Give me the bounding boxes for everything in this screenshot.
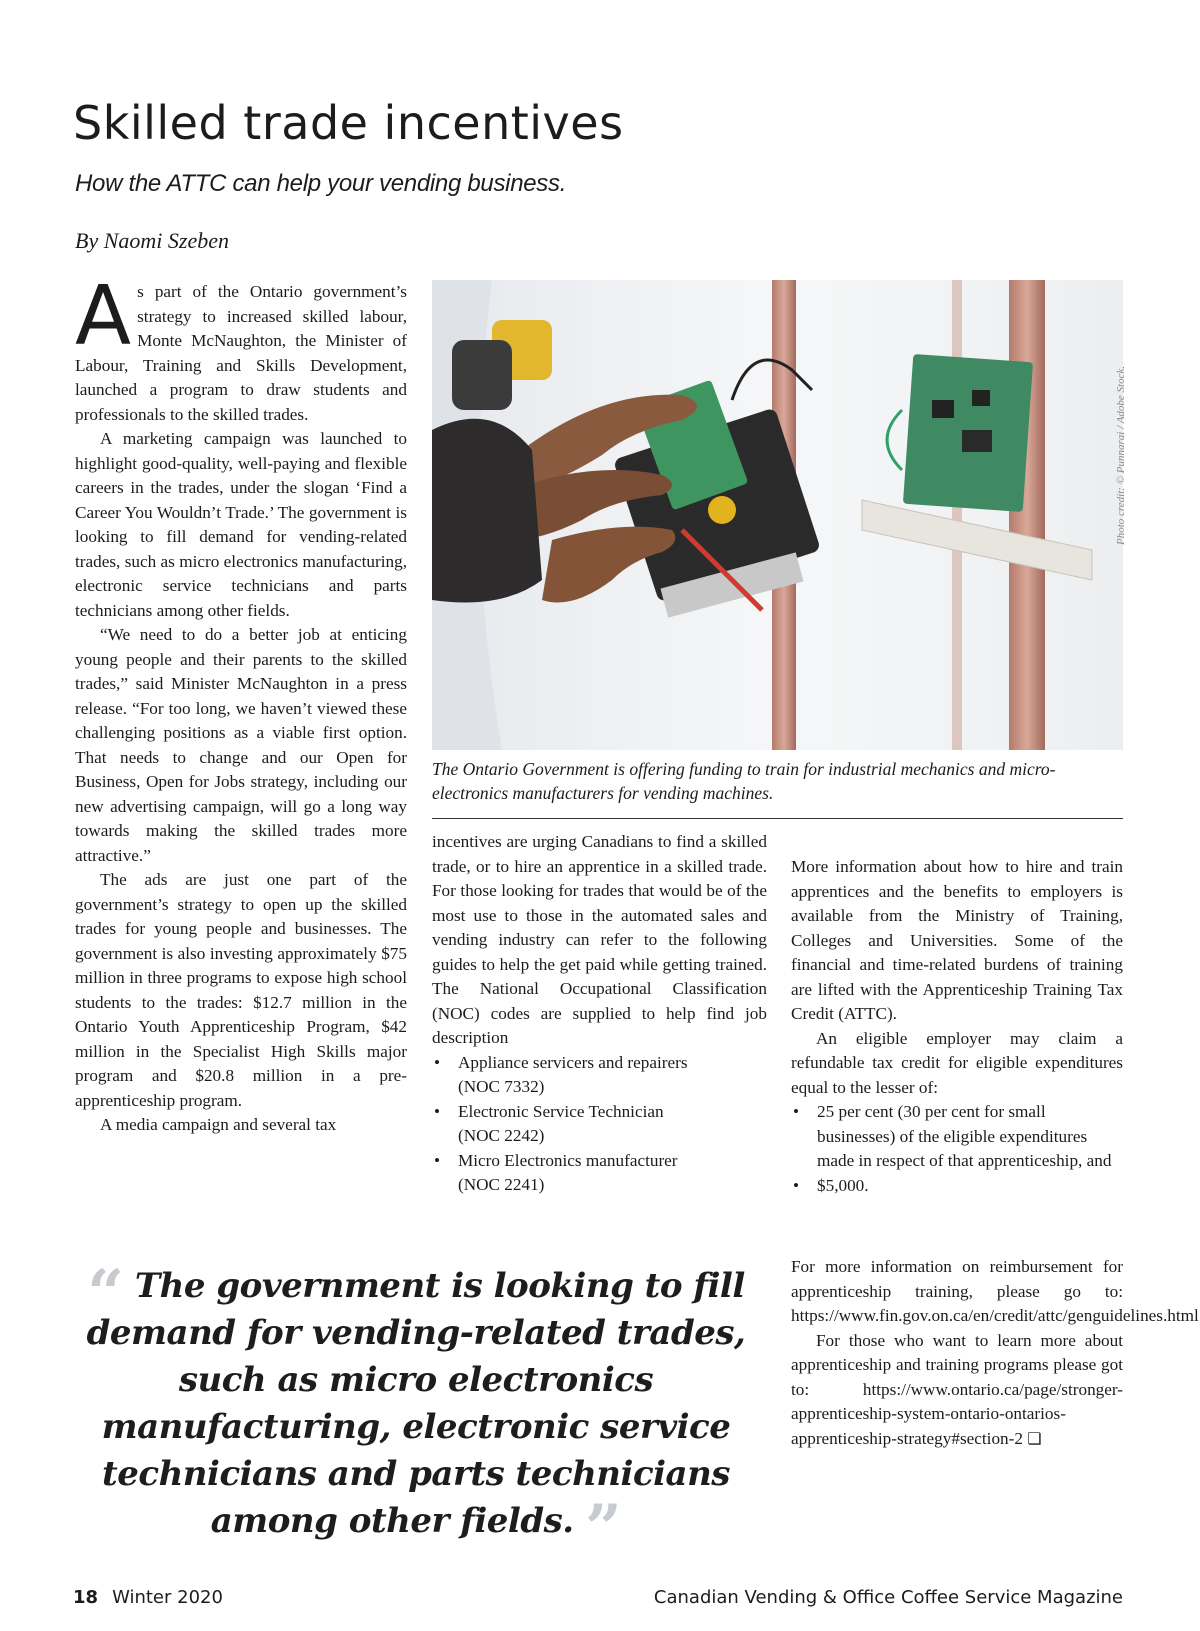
paragraph: “We need to do a better job at enticing young people and their parents to the skilled trades,” said Minister McNaughton in a press release. “For too long, we haven’t viewed these challenging positions as a viable first option. That needs to change and our Open for Business, Open for Jobs strategy, including our new advertising campaign, will go a long way towards making the skilled trades more attractive.” [75, 625, 407, 865]
footer-left [73, 1587, 223, 1608]
list-item: • $5,000. [791, 1174, 1123, 1199]
photo-caption: The Ontario Government is offering funding to train for industrial mechanics and micro-electronics manufacturers for vending machines. [432, 759, 1056, 803]
drop-cap: A [75, 269, 132, 364]
column-1 [75, 269, 407, 1138]
paragraph: As part of the Ontario government’s strategy to increased skilled labour, Monte McNaughton, the Minister of Labour, Training and Skills Development, launched a program to draw students and professionals to the skilled trades. [75, 269, 407, 424]
noc-list [432, 1051, 767, 1198]
paragraph: More information about how to hire and train apprentices and the benefits to employers is available from the Ministry of Training, Colleges and Universities. Some of the financial and time-related burdens of training are lifted with the Apprenticeship Training Tax Credit (ATTC). [791, 857, 1123, 1023]
page-number: 18 [73, 1587, 99, 1608]
article-photo [432, 280, 1123, 750]
paragraph: For more information on reimbursement for apprenticeship training, please go to: https://www.fin.gov.on.ca/en/credit/attc/genguidelines.html [791, 1257, 1199, 1325]
caption-divider [432, 818, 1123, 819]
article-title: Skilled trade incentives [73, 96, 624, 150]
technician-repair-photo [432, 280, 1123, 750]
paragraph: The ads are just one part of the government’s strategy to open up the skilled trades for young people and businesses. The government is also investing approximately $75 million in three programs to expose high school students to the trades: $12.7 million in the Ontario Youth Apprenticeship Program, $42 million in the Specialist High Skills major program and $20.8 million in a pre-apprenticeship program. [75, 870, 407, 1110]
paragraph: A marketing campaign was launched to highlight good-quality, well-paying and flexible careers in the trades, under the slogan ‘Find a Career You Wouldn’t Trade.’ The government is looking to fill demand for vending-related trades, such as micro electronics manufacturing, electronic service technicians and parts technicians among other fields. [75, 429, 407, 620]
list-item: • Micro Electronics manufacturer (NOC 2241) [432, 1149, 767, 1198]
end-mark-icon: ❏ [1027, 1430, 1042, 1448]
paragraph: For those who want to learn more about apprenticeship and training programs please got to: https://www.ontario.ca/page/stronger-apprenticeship-system-ontario-ontarios-apprenticeship-strategy#section-2 ❏ [791, 1330, 1123, 1448]
pull-quote: “ The government is looking to fill demand for vending-related trades, such as micro electronics manufacturing, electronic service technicians and parts technicians among other fields. ” [86, 1256, 746, 1566]
column-3 [791, 855, 1123, 1198]
list-item: • Appliance servicers and repairers (NOC 7332) [432, 1051, 767, 1100]
byline: By Naomi Szeben [75, 228, 229, 253]
article-subtitle: How the ATTC can help your vending business. [75, 170, 567, 197]
paragraph: incentives are urging Canadians to find a skilled trade, or to hire an apprentice in a skilled trade. For those looking for trades that would be of the most use to those in the automated sales and vending industry can refer to the following guides to help the get paid while getting trained. The National Occupational Classification (NOC) codes are supplied to help find job description [432, 832, 767, 1047]
column-3-continued [791, 1255, 1199, 1452]
paragraph: An eligible employer may claim a refundable tax credit for eligible expenditures equal to the lesser of: [791, 1028, 1123, 1097]
list-item: • 25 per cent (30 per cent for small businesses) of the eligible expenditures made in respect of that apprenticeship, and [791, 1100, 1123, 1174]
issue-label: Winter 2020 [112, 1587, 223, 1608]
paragraph: A media campaign and several tax [100, 1115, 337, 1134]
close-quote-icon: ” [584, 1491, 622, 1566]
magazine-name: Canadian Vending & Office Coffee Service Magazine [653, 1587, 1123, 1608]
open-quote-icon: “ [87, 1256, 124, 1331]
photo-credit: Photo credit: © Punnarai / Adobe Stock. [1115, 365, 1127, 545]
column-2 [432, 830, 767, 1198]
list-item: • Electronic Service Technician (NOC 2242) [432, 1100, 767, 1149]
tax-credit-list [791, 1100, 1123, 1198]
